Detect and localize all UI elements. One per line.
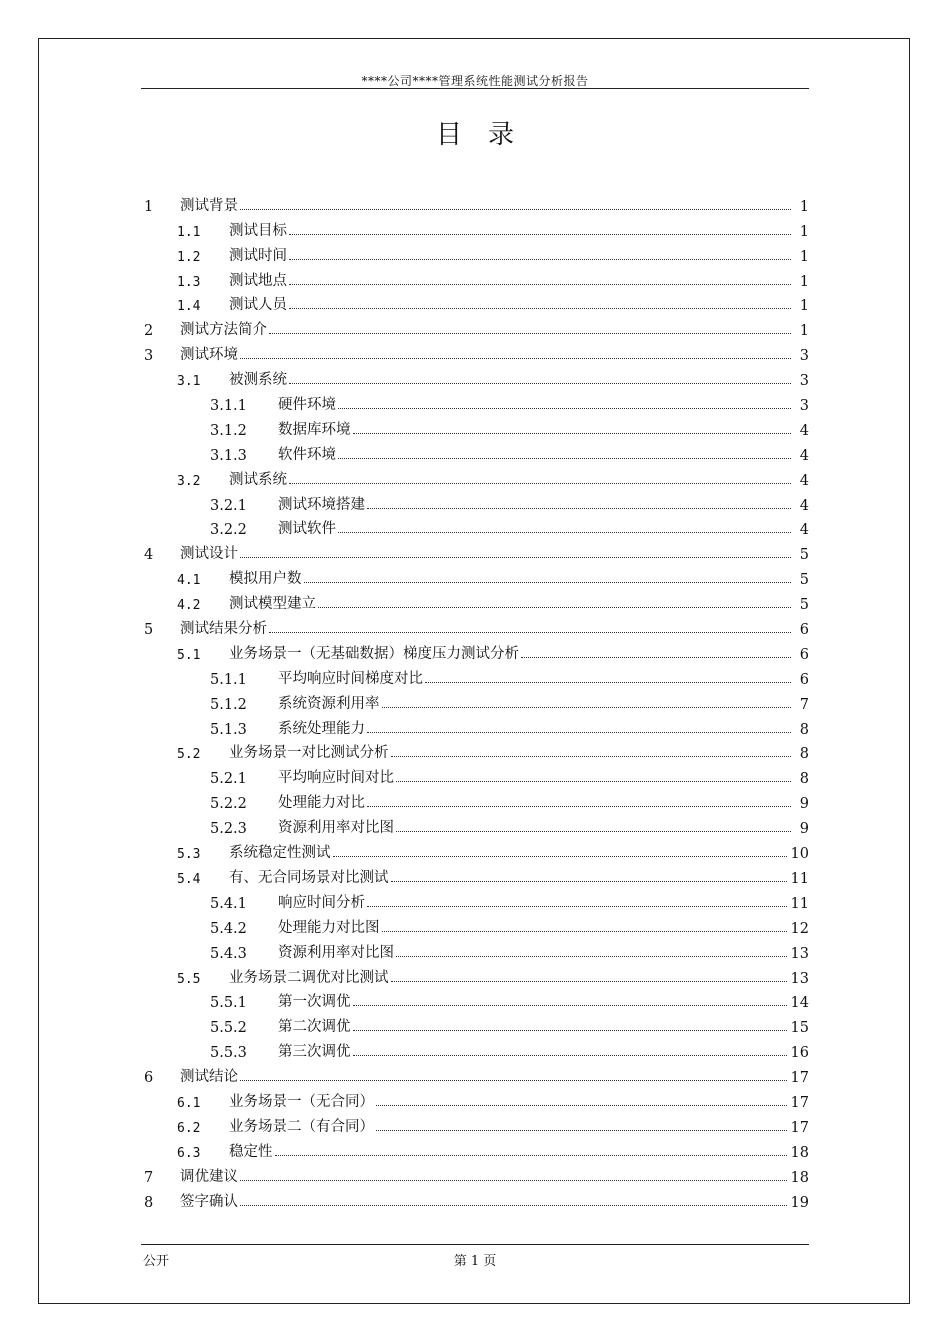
toc-dot-leader — [289, 259, 791, 260]
toc-entry-number: 5.1 — [177, 647, 201, 663]
toc-dot-leader — [240, 557, 791, 558]
toc-entry-title: 测试系统 — [229, 471, 287, 488]
toc-entry-number: 5 — [144, 622, 154, 639]
toc-entry[interactable] — [141, 1186, 809, 1211]
toc-entry-title: 处理能力对比 — [278, 795, 365, 812]
toc-entry-title: 软件环境 — [278, 446, 336, 463]
toc-entry[interactable] — [141, 787, 809, 812]
toc-entry-page: 13 — [790, 970, 809, 987]
toc-entry-title: 测试结论 — [180, 1069, 238, 1086]
toc-dot-leader — [391, 981, 787, 982]
toc-entry-title: 平均响应时间梯度对比 — [278, 670, 423, 687]
toc-entry-page: 8 — [799, 771, 809, 788]
running-header: ****公司****管理系统性能测试分析报告 — [361, 74, 589, 88]
toc-dot-leader — [289, 308, 791, 309]
toc-entry-number: 3 — [144, 348, 154, 365]
footer-rule — [141, 1244, 809, 1245]
toc-entry-number: 6 — [144, 1070, 154, 1087]
toc-entry-page: 5 — [799, 547, 809, 564]
toc-entry-number: 5.1.2 — [210, 696, 247, 713]
toc-entry[interactable] — [141, 1111, 809, 1136]
toc-entry-page: 17 — [790, 1094, 809, 1111]
toc-entry-page: 4 — [799, 497, 809, 514]
toc-dot-leader — [367, 806, 791, 807]
toc-entry-number: 3.2.1 — [210, 497, 247, 514]
toc-entry-title: 业务场景二（有合同） — [229, 1118, 374, 1135]
toc-entry[interactable] — [141, 937, 809, 962]
toc-entry-title: 测试人员 — [229, 297, 287, 314]
toc-entry[interactable] — [141, 688, 809, 713]
toc-dot-leader — [289, 234, 791, 235]
toc-entry[interactable] — [141, 190, 809, 215]
toc-entry-title: 业务场景一（无基础数据）梯度压力测试分析 — [229, 645, 519, 662]
toc-entry-number: 5.5.2 — [210, 1020, 247, 1037]
toc-entry-title: 模拟用户数 — [229, 571, 302, 588]
footer-classification: 公开 — [143, 1254, 170, 1269]
toc-dot-leader — [425, 682, 791, 683]
toc-entry-page: 7 — [799, 696, 809, 713]
toc-dot-leader — [376, 1105, 787, 1106]
toc-entry-title: 测试软件 — [278, 521, 336, 538]
toc-entry[interactable] — [141, 439, 809, 464]
toc-entry-number: 4 — [144, 547, 154, 564]
table-of-contents — [141, 190, 809, 1211]
toc-entry[interactable] — [141, 663, 809, 688]
toc-entry-number: 3.1.3 — [210, 447, 247, 464]
toc-entry[interactable] — [141, 912, 809, 937]
toc-dot-leader — [367, 732, 791, 733]
toc-entry-number: 3.2.2 — [210, 522, 247, 539]
toc-entry-page: 18 — [790, 1169, 809, 1186]
toc-dot-leader — [240, 1205, 787, 1206]
toc-entry[interactable] — [141, 364, 809, 389]
toc-entry-title: 业务场景一对比测试分析 — [229, 745, 389, 762]
toc-entry-number: 5.5 — [177, 971, 201, 987]
toc-dot-leader — [240, 209, 791, 210]
toc-dot-leader — [396, 956, 787, 957]
toc-entry[interactable] — [141, 414, 809, 439]
toc-entry-number: 4.2 — [177, 598, 201, 614]
toc-dot-leader — [275, 1155, 787, 1156]
toc-dot-leader — [353, 1005, 787, 1006]
toc-dot-leader — [396, 831, 791, 832]
toc-entry-page: 1 — [799, 248, 809, 265]
toc-dot-leader — [289, 383, 791, 384]
toc-entry[interactable] — [141, 837, 809, 862]
toc-entry-title: 测试时间 — [229, 247, 287, 264]
toc-entry-number: 6.2 — [177, 1120, 201, 1136]
toc-entry-number: 5.2 — [177, 747, 201, 763]
toc-entry-title: 系统资源利用率 — [278, 695, 380, 712]
toc-entry-title: 业务场景一（无合同） — [229, 1093, 374, 1110]
toc-entry[interactable] — [141, 588, 809, 613]
toc-entry[interactable] — [141, 464, 809, 489]
toc-entry-page: 16 — [790, 1045, 809, 1062]
toc-entry-page: 8 — [799, 721, 809, 738]
toc-entry-page: 4 — [799, 472, 809, 489]
toc-entry-title: 处理能力对比图 — [278, 919, 380, 936]
toc-entry-page: 1 — [799, 323, 809, 340]
toc-dot-leader — [353, 433, 792, 434]
toc-entry-title: 测试背景 — [180, 197, 238, 214]
toc-dot-leader — [521, 657, 791, 658]
toc-entry-page: 11 — [790, 895, 809, 912]
toc-entry-page: 17 — [790, 1119, 809, 1136]
toc-entry-title: 测试目标 — [229, 222, 287, 239]
toc-dot-leader — [396, 781, 791, 782]
toc-entry[interactable] — [141, 563, 809, 588]
toc-entry-page: 6 — [799, 646, 809, 663]
toc-dot-leader — [338, 532, 791, 533]
toc-entry-title: 平均响应时间对比 — [278, 770, 394, 787]
toc-entry[interactable] — [141, 862, 809, 887]
toc-entry[interactable] — [141, 713, 809, 738]
toc-entry-title: 调优建议 — [180, 1168, 238, 1185]
toc-entry[interactable] — [141, 265, 809, 290]
toc-entry-page: 15 — [790, 1020, 809, 1037]
toc-entry-page: 11 — [790, 870, 809, 887]
toc-entry[interactable] — [141, 1161, 809, 1186]
toc-entry-page: 6 — [799, 671, 809, 688]
toc-entry-page: 5 — [799, 597, 809, 614]
toc-entry[interactable] — [141, 738, 809, 763]
toc-entry-number: 1.4 — [177, 299, 201, 315]
toc-entry[interactable] — [141, 1061, 809, 1086]
toc-entry-number: 5.5.1 — [210, 995, 247, 1012]
toc-entry-number: 5.2.3 — [210, 821, 247, 838]
toc-entry-page: 4 — [799, 447, 809, 464]
toc-entry-page: 4 — [799, 522, 809, 539]
toc-dot-leader — [382, 931, 787, 932]
toc-entry-title: 系统稳定性测试 — [229, 845, 331, 862]
toc-entry[interactable] — [141, 1136, 809, 1161]
header-rule — [141, 88, 809, 89]
toc-entry[interactable] — [141, 240, 809, 265]
toc-entry-number: 6.3 — [177, 1145, 201, 1161]
toc-entry-page: 9 — [799, 796, 809, 813]
toc-entry-number: 5.2.1 — [210, 771, 247, 788]
toc-entry-number: 1.2 — [177, 249, 201, 265]
toc-entry-page: 3 — [799, 348, 809, 365]
toc-entry-number: 3.2 — [177, 473, 201, 489]
toc-entry-number: 5.3 — [177, 847, 201, 863]
toc-entry-title: 测试设计 — [180, 546, 238, 563]
toc-entry-number: 6.1 — [177, 1095, 201, 1111]
toc-entry[interactable] — [141, 489, 809, 514]
toc-entry-page: 18 — [790, 1144, 809, 1161]
toc-entry-title: 资源利用率对比图 — [278, 820, 394, 837]
toc-dot-leader — [338, 408, 791, 409]
toc-entry-page: 8 — [799, 746, 809, 763]
toc-entry-title: 测试结果分析 — [180, 621, 267, 638]
toc-entry-page: 17 — [790, 1070, 809, 1087]
toc-dot-leader — [269, 632, 791, 633]
toc-entry-number: 7 — [144, 1169, 154, 1186]
toc-entry-number: 5.1.1 — [210, 671, 247, 688]
toc-entry-page: 13 — [790, 945, 809, 962]
toc-entry-number: 5.4 — [177, 871, 201, 887]
toc-dot-leader — [289, 284, 791, 285]
toc-entry[interactable] — [141, 1086, 809, 1111]
toc-entry-title: 第二次调优 — [278, 1019, 351, 1036]
toc-entry-title: 测试环境搭建 — [278, 496, 365, 513]
toc-entry[interactable] — [141, 1011, 809, 1036]
toc-entry-title: 第三次调优 — [278, 1044, 351, 1061]
toc-entry-title: 被测系统 — [229, 372, 287, 389]
toc-entry-page: 19 — [790, 1194, 809, 1211]
toc-entry-number: 1.1 — [177, 224, 201, 240]
toc-entry[interactable] — [141, 887, 809, 912]
toc-entry[interactable] — [141, 1036, 809, 1061]
toc-entry-page: 3 — [799, 373, 809, 390]
toc-dot-leader — [240, 1180, 787, 1181]
toc-entry-number: 5.4.2 — [210, 920, 247, 937]
toc-dot-leader — [333, 856, 787, 857]
toc-dot-leader — [304, 582, 792, 583]
toc-entry-number: 1.3 — [177, 274, 201, 290]
toc-heading: 目录 — [435, 120, 540, 150]
toc-entry-number: 3.1 — [177, 374, 201, 390]
toc-dot-leader — [367, 508, 791, 509]
toc-dot-leader — [318, 607, 791, 608]
toc-entry-title: 数据库环境 — [278, 421, 351, 438]
toc-dot-leader — [289, 483, 791, 484]
toc-entry[interactable] — [141, 987, 809, 1012]
toc-entry-number: 3.1.1 — [210, 398, 247, 415]
toc-entry-number: 5.5.3 — [210, 1045, 247, 1062]
toc-entry-page: 6 — [799, 622, 809, 639]
toc-entry-page: 12 — [790, 920, 809, 937]
toc-entry-number: 5.4.3 — [210, 945, 247, 962]
toc-entry-number: 5.4.1 — [210, 895, 247, 912]
toc-dot-leader — [240, 1080, 787, 1081]
toc-entry-page: 5 — [799, 572, 809, 589]
footer-page-number: 第 1 页 — [453, 1254, 497, 1269]
toc-entry-title: 测试模型建立 — [229, 596, 316, 613]
toc-entry[interactable] — [141, 812, 809, 837]
toc-dot-leader — [240, 358, 791, 359]
toc-entry-page: 1 — [799, 273, 809, 290]
toc-entry-page: 10 — [790, 846, 809, 863]
toc-entry[interactable] — [141, 613, 809, 638]
toc-entry-title: 测试方法简介 — [180, 322, 267, 339]
toc-entry[interactable] — [141, 962, 809, 987]
toc-entry-title: 有、无合同场景对比测试 — [229, 869, 389, 886]
toc-entry-page: 9 — [799, 821, 809, 838]
toc-dot-leader — [353, 1055, 787, 1056]
toc-dot-leader — [376, 1130, 787, 1131]
toc-entry-title: 硬件环境 — [278, 397, 336, 414]
toc-entry-title: 系统处理能力 — [278, 720, 365, 737]
toc-entry-title: 测试地点 — [229, 272, 287, 289]
toc-entry-title: 业务场景二调优对比测试 — [229, 969, 389, 986]
toc-entry-page: 1 — [799, 298, 809, 315]
toc-dot-leader — [353, 1030, 787, 1031]
toc-entry[interactable] — [141, 389, 809, 414]
toc-entry-page: 3 — [799, 398, 809, 415]
toc-entry[interactable] — [141, 339, 809, 364]
toc-entry-page: 4 — [799, 422, 809, 439]
toc-entry-number: 2 — [144, 323, 154, 340]
toc-entry-page: 1 — [799, 223, 809, 240]
toc-dot-leader — [391, 881, 787, 882]
toc-entry-number: 8 — [144, 1194, 154, 1211]
toc-dot-leader — [391, 756, 792, 757]
toc-entry-title: 第一次调优 — [278, 994, 351, 1011]
toc-entry-number: 5.2.2 — [210, 796, 247, 813]
toc-entry-title: 签字确认 — [180, 1193, 238, 1210]
toc-entry[interactable] — [141, 514, 809, 539]
toc-entry-title: 测试环境 — [180, 347, 238, 364]
toc-entry[interactable] — [141, 762, 809, 787]
toc-entry-title: 响应时间分析 — [278, 894, 365, 911]
toc-entry[interactable] — [141, 290, 809, 315]
toc-dot-leader — [338, 458, 791, 459]
toc-entry-title: 资源利用率对比图 — [278, 944, 394, 961]
toc-dot-leader — [269, 333, 791, 334]
toc-entry[interactable] — [141, 314, 809, 339]
toc-entry-number: 1 — [144, 198, 154, 215]
toc-entry[interactable] — [141, 215, 809, 240]
toc-dot-leader — [382, 707, 792, 708]
toc-entry[interactable] — [141, 538, 809, 563]
toc-entry-page: 14 — [790, 995, 809, 1012]
toc-entry-title: 稳定性 — [229, 1143, 273, 1160]
toc-entry-number: 3.1.2 — [210, 422, 247, 439]
toc-entry-number: 4.1 — [177, 573, 201, 589]
toc-entry[interactable] — [141, 638, 809, 663]
toc-entry-page: 1 — [799, 198, 809, 215]
toc-entry-number: 5.1.3 — [210, 721, 247, 738]
toc-dot-leader — [367, 906, 787, 907]
